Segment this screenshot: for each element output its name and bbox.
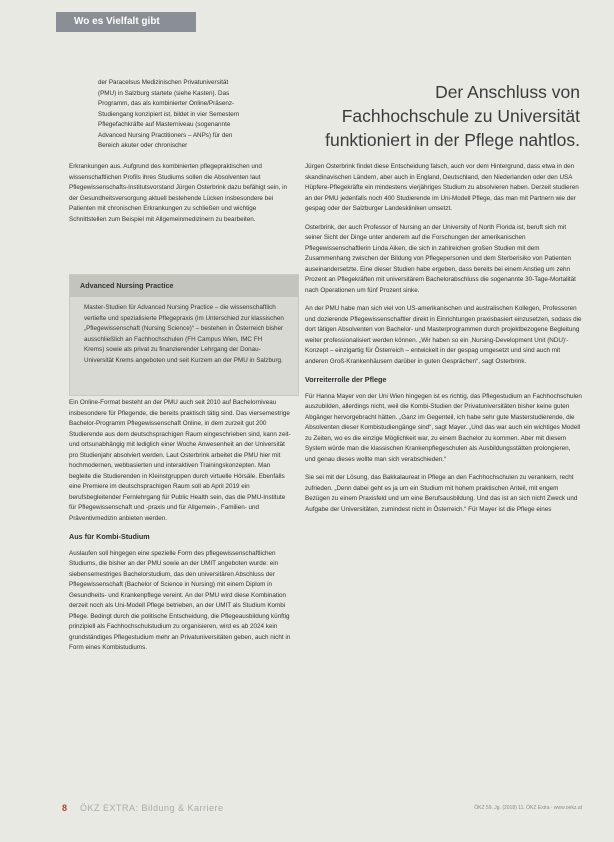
left-subheading: Aus für Kombi-Studium bbox=[69, 532, 150, 541]
article-headline bbox=[262, 80, 580, 152]
page-number: 8 bbox=[62, 803, 68, 813]
intro-column bbox=[98, 78, 248, 160]
headline-line-3: funktioniert in der Pflege nahtlos. bbox=[325, 130, 580, 150]
right-paragraph-1: Jürgen Osterbrink findet diese Entscheidung falsch, auch vor dem Hintergrund, dass etwa in den skandinavischen Ländern, aber auch in England, Deutschland, den Niederlanden oder den USA Hüpfere-Pflegekräfte ein mindestens vierjähriges Studium zu absolvieren haben. Derzeit studieren an der PMU jedenfalls noch 400 Studierende im Uni-Modell Pflege, das man mit Partnern wie der gespag oder der Salzburger Landeskliniken umsetzt. bbox=[305, 163, 579, 212]
right-column bbox=[305, 162, 582, 523]
right-paragraph-5: Sie sei mit der Lösung, das Bakkalaureat in Pflege an den Fachhochschulen zu verankern, recht zufrieden. „Denn dabei geht es ja um ein Studium mit hohem praktischen Anteil, mit engem Bezügen zu einem Praxisfeld und um eine Berufsausbildung. Und das ist an sich nicht Zweck und Aufgabe der Universitäten, zumindest nicht in Österreich.“ Für Mayer ist die Pflege eines bbox=[305, 474, 578, 513]
info-box bbox=[69, 274, 299, 396]
left-paragraph-3: Auslaufen soll hingegen eine spezielle Form des pflegewissenschaftlichen Studiums, die bisher an der PMU sowie an der UMIT angeboten wurde: ein siebensemestriges Bachelorstudium, das den universitären Abschluss der Pflegewissenschaft (Bachelor of Science in Nursing) mit einem Diplom in Gesundheits- und Krankenpflege vereint. An der PMU wird diese Kombination derzeit noch als Uni-Modell Pflege betrieben, an der UMIT als Studium Kombi Pflege. Bedingt durch die politische Entscheidung, die Pflegeausbildung künftig prinzipiell als Fachhochschulstudium zu organisieren, wird es ab 2024 kein grundständiges Pflegestudium mehr an Privatuniversitäten geben, auch nicht in Form eines Kombistudiums. bbox=[69, 549, 291, 651]
left-paragraph-2: Ein Online-Format besteht an der PMU auch seit 2010 auf Bachelorniveau insbesondere für Pflegende, die bereits praktisch tätig sind. Das viersemestrige Bachelor-Programm Pflegewissenschaft Online, in dem zurzeit gut 200 Studierende aus dem deutschsprachigen Raum eingeschrieben sind, kann zeit- und ortsunabhängig mit lediglich einer Woche Anwesenheit an der Universität pro Studienjahr absolviert werden. Laut Osterbrink arbeitet die PMU hier mit hochmodernen, webbasierten und interaktiven Trainingskonzepten. Man begleite die Studierenden in Kleinstgruppen durch virtuelle Hörsäle. Ebenfalls eine Premiere im deutschsprachigen Raum soll ab April 2019 ein berufsbegleitender Fernlehrgang für Public Health sein, das die PMU-Institute für Pflegewissenschaft und -praxis und für Allgemein-, Familien- und Präventivmedizin anbieten werden. bbox=[69, 399, 291, 522]
page-footer bbox=[62, 803, 582, 819]
left-column-top bbox=[69, 162, 294, 233]
right-paragraph-2: Osterbrink, der auch Professor of Nursing an der University of North Florida ist, beruft sich mit seiner Sicht der Dinge unter anderem auf die Forschungen der amerikanischen Pflegewissenschaftlerin Linda Aiken, die sich in zahlreichen großen Studien mit dem Zusammenhang zwischen der Bildung von Pflegepersonen und dem Sterberisiko von Patienten auseinandersetzte. Eine dieser Studien habe ergeben, dass bereits bei einem Anstieg um zehn Prozent an Pflegekräften mit universitärem Bachelorabschluss die sogenannte 30-Tage-Mortalität nach Operationen um fünf Prozent sinke. bbox=[305, 223, 576, 294]
section-label: Wo es Vielfalt gibt bbox=[56, 12, 196, 32]
magazine-title: ÖKZ EXTRA: Bildung & Karriere bbox=[80, 803, 224, 813]
footer-meta: ÖKZ 59. Jg. (2018) 11. ÖKZ Extra · www.oekz.at bbox=[474, 805, 582, 811]
left-column bbox=[69, 398, 294, 662]
right-paragraph-3: An der PMU habe man sich viel von US-amerikanischen und australischen Kollegen, Professoren und dozierende Pflegewissenschaftler direkt in Einrichtungen praxisbasiert einzusetzen, sodass die dort tätigen Absolventen von Bachelor- und Masterprogrammen durch projektbezogene Begleitung weiter professionalisiert werden können. „Wir haben so ein ‚Nursing-Development Unit (NDU)‘-Konzept – einzigartig für Österreich – entwickelt in der gespag umgesetzt und sind auch mit anderen Groß-Krankenhäusern darüber in guten Gesprächen“, sagt Osterbrink. bbox=[305, 305, 582, 365]
info-box-body: Master-Studien für Advanced Nursing Practice – die wissenschaftlich vertiefte und spezialisierte Pflegepraxis (im Unterschied zur klassischen „Pflegewissenschaft (Nursing Science)“ – bestehen in Österreich bisher ausschließlich an Fachhochschulen (FH Campus Wien, IMC FH Krems) sowie als privat zu finanzierender Lehrgang der Donau-Universität Krems angeboten und seit Kurzem an der PMU in Salzburg. bbox=[84, 304, 284, 364]
intro-paragraph: der Paracelsus Medizinischen Privatuniversität (PMU) in Salzburg startete (siehe Kasten). Das Programm, das als kombinierter Online/Präsenz-Studiengang konzipiert ist, bildet in vier Semestern Pflegefachkräfte auf Masterniveau (sogenannte Advanced Nursing Practitioners – ANPs) für den Bereich akuter oder chronischer bbox=[98, 79, 240, 149]
info-box-title: Advanced Nursing Practice bbox=[70, 275, 298, 297]
left-paragraph-1: Erkrankungen aus. Aufgrund des kombinierten pflegepraktischen und wissenschaftlichen Profils ihres Studiums sollen die Absolventen laut Pflegewissenschafts-Institutsvorstand Jürgen Osterbrink dazu befähigt sein, in der Gesundheitsversorgung aktuell bestehende Lücken insbesondere bei Patienten mit chronischen Erkrankungen zu schließen und wichtige Schnittstellen zum Beispiel mit Allgemeinmedizinern zu bearbeiten. bbox=[69, 163, 288, 223]
headline-line-2: Fachhochschule zu Universität bbox=[341, 106, 580, 126]
right-paragraph-4: Für Hanna Mayer von der Uni Wien hingegen ist es richtig, das Pflegestudium an Fachhochschulen auszubilden, allerdings nicht, weil die Kombi-Studien der Privatuniversitäten bisher keine guten Abgänger hervorgebracht hätten. „Ganz im Gegenteil, ich habe sehr gute Masterstudierende, die Absolventen dieser Kombistudiengänge sind“, sagt Mayer. „Und das war auch ein wichtiges Modell zu Zeiten, wo es die einzige Möglichkeit war, zu einem Bachelor zu kommen. Aber mit diesem System würde man die klassischen Krankenpflegeschulen als Ausbildungsstätten prolongieren, und genau dieses wollte man sich verabschieden.“ bbox=[305, 392, 582, 463]
headline-line-1: Der Anschluss von bbox=[435, 82, 580, 102]
right-subheading: Vorreiterrolle der Pflege bbox=[305, 375, 387, 384]
